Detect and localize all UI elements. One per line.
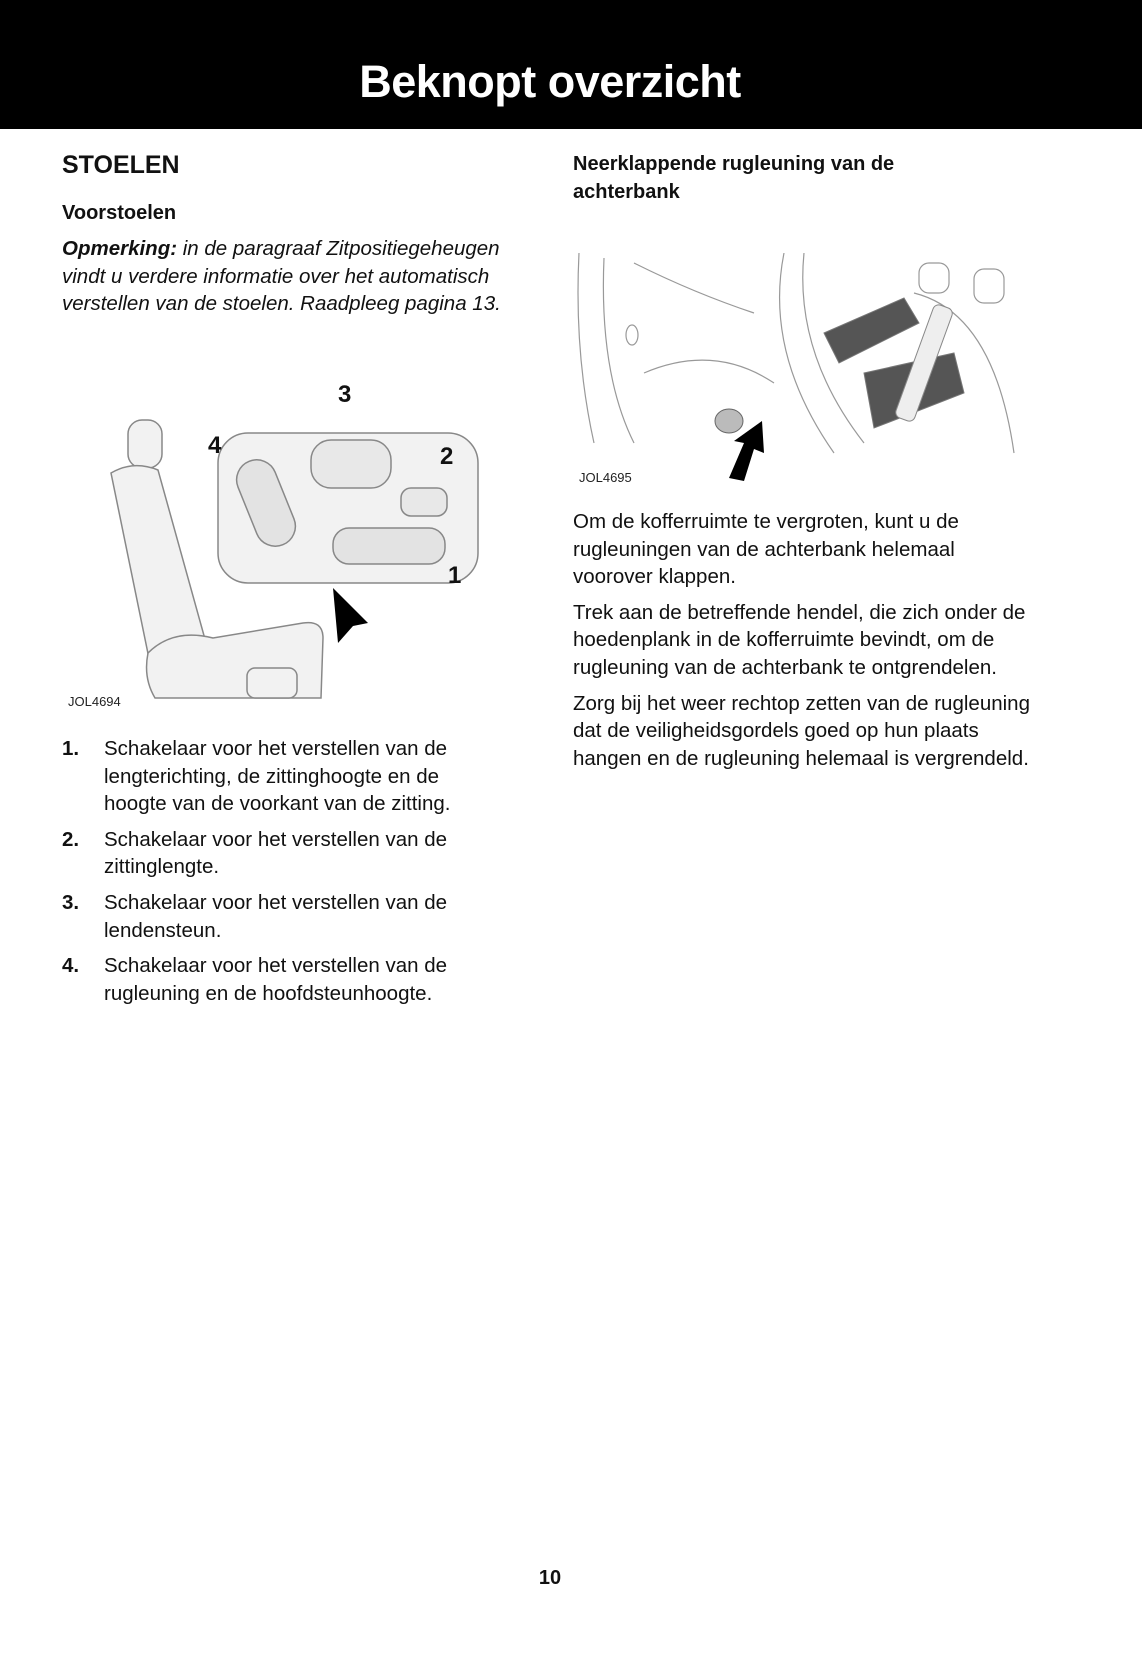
list-item bbox=[62, 826, 502, 881]
seat-figure bbox=[63, 381, 493, 718]
subsection-title: Voorstoelen bbox=[62, 202, 177, 224]
item-text: Schakelaar voor het verstellen van de zittinglengte. bbox=[104, 827, 448, 879]
page-number: 10 bbox=[538, 1567, 562, 1589]
section-title: STOELEN bbox=[62, 151, 180, 179]
callout-2: 2 bbox=[440, 443, 454, 470]
callout-3: 3 bbox=[338, 381, 352, 408]
item-number: 3. bbox=[62, 890, 80, 914]
figure-code: JOL4695 bbox=[579, 470, 632, 485]
paragraph: Zorg bij het weer rechtop zetten van de rugleuning dat de veiligheidsgordels goed op hun plaats hangen en de rugleuning helemaal is vergrendeld. bbox=[573, 691, 1030, 770]
callout-4: 4 bbox=[208, 432, 222, 459]
right-section-title: Neerklappende rugleuning van de achterbank bbox=[573, 153, 895, 203]
rear-seat-illustration bbox=[574, 253, 1034, 483]
item-text: Schakelaar voor het verstellen van de lendensteun. bbox=[104, 890, 448, 942]
list-item bbox=[62, 952, 502, 1007]
item-number: 4. bbox=[62, 954, 80, 978]
figure-code: JOL4694 bbox=[68, 694, 121, 709]
note-text: in de paragraaf Zitpositiegeheugen vindt u verdere informatie over het automatisch verstellen van de stoelen. Raadpleeg pagina 13. bbox=[62, 237, 501, 316]
rear-seat-figure bbox=[574, 253, 1034, 493]
list-item bbox=[62, 889, 502, 944]
page-title: Beknopt overzicht bbox=[359, 56, 741, 107]
rear-seat-text bbox=[573, 508, 1033, 780]
note-label: Opmerking: bbox=[62, 237, 178, 260]
item-text: Schakelaar voor het verstellen van de rugleuning en de hoofdsteunhoogte. bbox=[104, 954, 448, 1005]
paragraph: Trek aan de betreffende hendel, die zich onder de hoedenplank in de kofferruimte bevindt, om de rugleuning van de achterbank te ontgrendelen. bbox=[573, 600, 1026, 679]
paragraph: Om de kofferruimte te vergroten, kunt u de rugleuningen van de achterbank helemaal voorover klappen. bbox=[573, 510, 959, 589]
headrest bbox=[128, 420, 162, 468]
seat-illustration bbox=[63, 398, 493, 718]
switch-list bbox=[62, 735, 502, 1015]
callout-1: 1 bbox=[448, 562, 462, 589]
item-text: Schakelaar voor het verstellen van de lengterichting, de zittinghoogte en de hoogte van de voorkant van de zitting. bbox=[104, 737, 451, 816]
list-item bbox=[62, 735, 502, 818]
page-header bbox=[0, 0, 1142, 129]
note bbox=[62, 235, 532, 318]
item-number: 1. bbox=[62, 737, 80, 760]
arrow-icon bbox=[333, 588, 368, 643]
item-number: 2. bbox=[62, 827, 80, 851]
